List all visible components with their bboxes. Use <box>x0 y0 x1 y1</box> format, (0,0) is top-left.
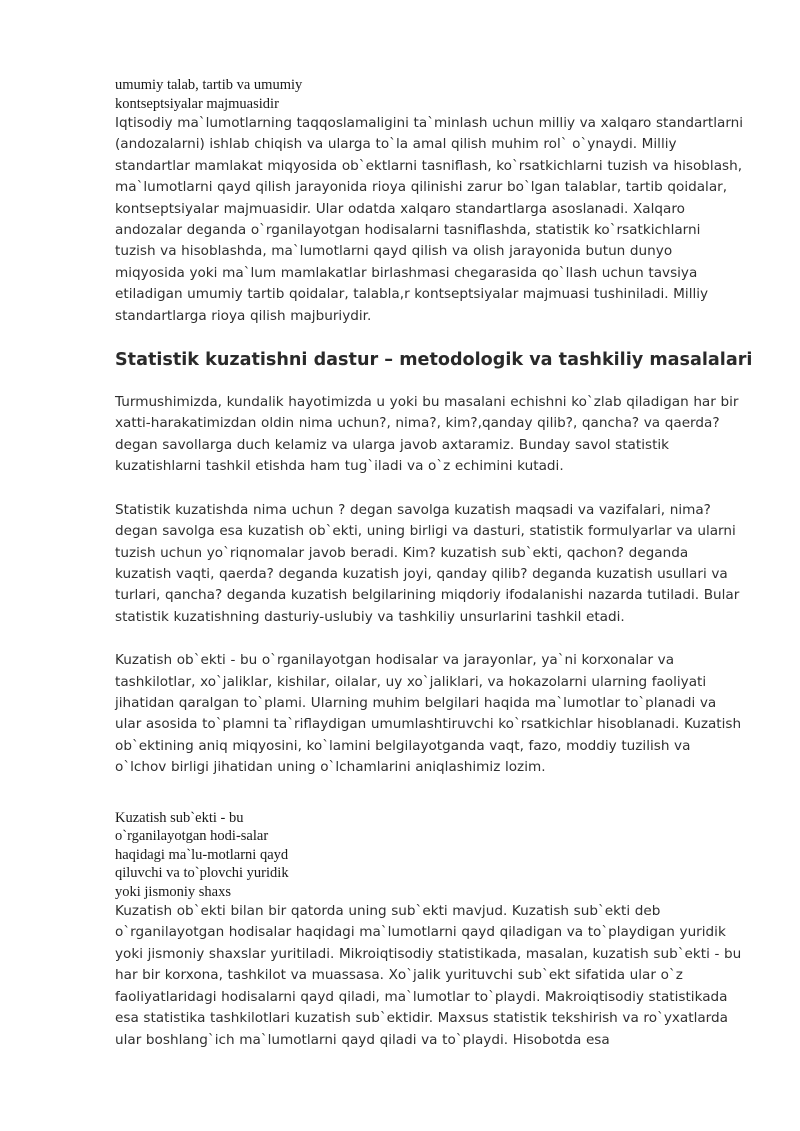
sidebar-fragment-line: o`rganilayotgan hodi-salar <box>115 828 269 845</box>
sidebar-fragment-line: Kuzatish sub`ekti - bu <box>115 809 244 826</box>
sidebar-fragment <box>115 809 745 902</box>
document-page <box>115 76 753 1051</box>
paragraph-questions: Turmushimizda, kundalik hayotimizda u yoki bu masalani echishni ko`zlab qiladigan har bir xatti-harakatimizdan oldin nima uchun?, nima?, kim?,qanday qilib?, qancha? va qaerda? degan savollarga duch kelamiz va ularga javob axtaramiz. Bunday savol statistik kuzatishlarni tashkil etishda ham tug`iladi va o`z echimini kutadi. <box>115 394 739 475</box>
paragraph-observation-subject: Kuzatish ob`ekti bilan bir qatorda uning sub`ekti mavjud. Kuzatish sub`ekti deb o`rganilayotgan hodisalar haqidagi ma`lumotlarni qayd qiladigan va to`playdigan yuridik yoki jismoniy shaxslar yuritiladi. Mikroiqtisodiy statistikada, masalan, kuzatish sub`ekti - bu har bir korxona, tashkilot va muassasa. Xo`jalik yurituvchi sub`ekt sifatida ular o`z faoliyatlaridagi hodisalarni qayd qiladi, ma`lumotlar to`playdi. Makroiqtisodiy statistikada esa statistika tashkilotlari kuzatish sub`ektidir. Maxsus statistik tekshirish va ro`yxatlarda ular boshlang`ich ma`lumotlarni qayd qiladi va to`playdi. Hisobotda esa <box>115 903 742 1048</box>
paragraph-standards: Iqtisodiy ma`lumotlarning taqqoslamaligini ta`minlash uchun milliy va xalqaro standartlarni (andozalarni) ishlab chiqish va ularga to`la amal qilish muhim rol` o`ynaydi. Milliy standartlar mamlakat miqyosida ob`ektlarni tasniflash, ko`rsatkichlarni tuzish va hisoblash, ma`lumotlarni qayd qilish jarayonida rioya qilinishi zarur bo`lgan talablar, tartib qoidalar, kontseptsiyalar majmuasidir. Ular odatda xalqaro standartlarga asoslanadi. Xalqaro andozalar deganda o`rganilayotgan hodisalarni tasniflashda, statistik ko`rsatkichlarni tuzish va hisoblashda, ma`lumotlarni qayd qilish va olish jarayonida butun dunyo miqyosida yoki ma`lum mamlakatlar birlashmasi chegarasida qo`llash uchun tavsiya etiladigan umumiy tartib qoidalar, talabla,r kontseptsiyalar majmuasi tushiniladi. Milliy standartlarga rioya qilish majburiydir. <box>115 115 744 324</box>
sidebar-fragment-line: qiluvchi va to`plovchi yuridik <box>115 865 289 882</box>
paragraph-observation-object: Kuzatish ob`ekti - bu o`rganilayotgan hodisalar va jarayonlar, ya`ni korxonalar va tashkilotlar, xo`jaliklar, kishilar, oilalar, uy xo`jaliklari, va hokazolarni ularning faoliyati jihatidan qaralgan to`plami. Ularning muhim belgilari haqida ma`lumotlar to`planadi va ular asosida to`plamni ta`riflaydigan umumlashtiruvchi ko`rsatkichlar hisoblanadi. Kuzatish ob`ektining aniq miqyosini, ko`lamini belgilayotganda vaqt, fazo, moddiy tuzilish va o`lchov birligi jihatidan uning o`lchamlarini aniqlashimiz lozim. <box>115 652 742 776</box>
intro-fragment <box>115 76 745 113</box>
section-heading: Statistik kuzatishni dastur – metodologik va tashkiliy masalalari <box>115 350 753 371</box>
paragraph-observation-elements: Statistik kuzatishda nima uchun ? degan savolga kuzatish maqsadi va vazifalari, nima? degan savolga esa kuzatish ob`ekti, uning birligi va dasturi, statistik formulyarlar va ularni tuzish uchun yo`riqnomalar javob beradi. Kim? kuzatish sub`ekti, qachon? deganda kuzatish vaqti, qaerda? deganda kuzatish joyi, qanday qilib? deganda kuzatish usullari va turlari, qancha? deganda kuzatish belgilarining miqdoriy ifodalanishi nazarda tutiladi. Bular statistik kuzatishning dasturiy-uslubiy va tashkiliy unsurlarini tashkil etadi. <box>115 501 740 625</box>
sidebar-fragment-line: yoki jismoniy shaxs <box>115 883 232 900</box>
intro-fragment-line: kontseptsiyalar majmuasidir <box>115 95 279 112</box>
sidebar-fragment-line: haqidagi ma`lu-motlarni qayd <box>115 846 289 863</box>
intro-fragment-line: umumiy talab, tartib va umumiy <box>115 77 303 93</box>
